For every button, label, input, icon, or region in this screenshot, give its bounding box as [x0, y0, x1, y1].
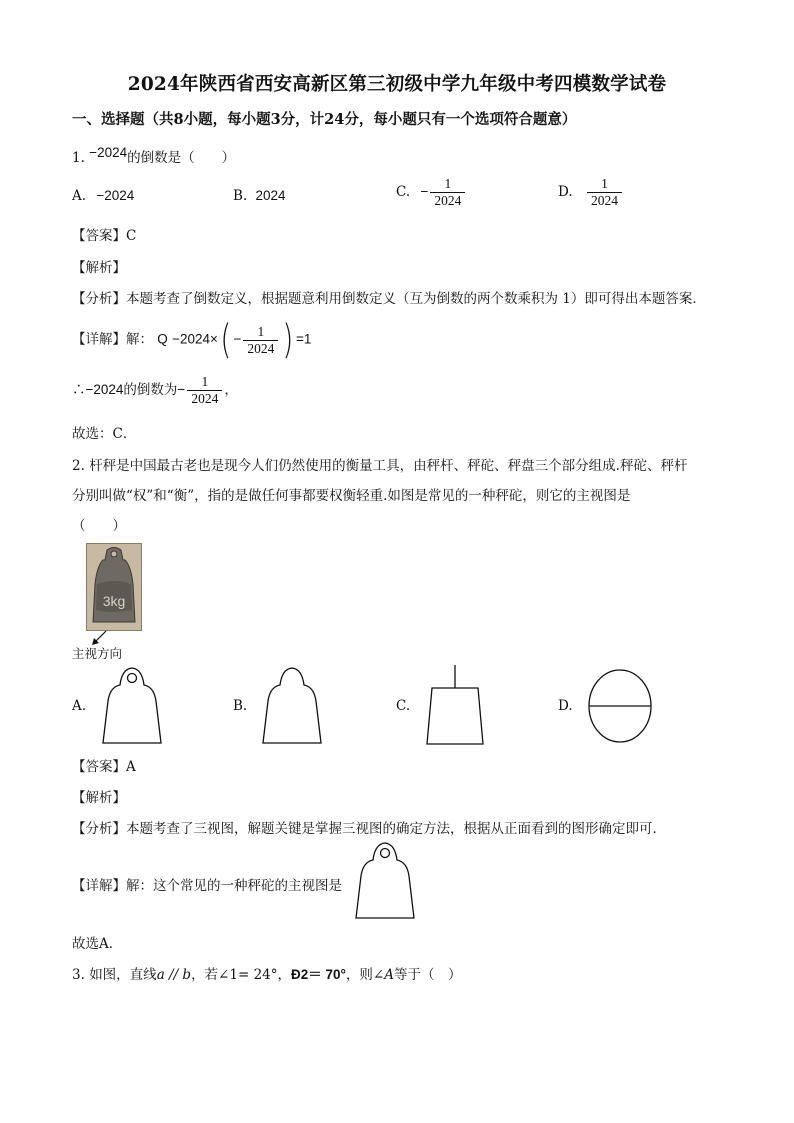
q1-expression: −2024: [89, 145, 128, 160]
q2-detail: 【详解】解：这个常见的一种秤砣的主视图是: [72, 878, 342, 894]
question-2-stem-line1: 2. 杆秤是中国最古老也是现今人们仍然使用的衡量工具，由秤杆、秤砣、秤盘三个部分组成.秤砣、秤杆: [72, 458, 688, 474]
q2-fenxi: 【分析】本题考查了三视图，解题关键是掌握三视图的确定方法，根据从正面看到的图形确定即可．: [72, 821, 666, 837]
weight-photo: [86, 543, 142, 631]
q2-option-a-figure: [100, 665, 164, 747]
q2-option-c-figure: [424, 664, 486, 748]
q1-conclusion: 故选：C．: [72, 426, 137, 442]
q2-option-d-label: D.: [558, 698, 573, 714]
q2-option-b-label: B.: [233, 698, 248, 714]
weight-photo-label: 3kg: [102, 593, 126, 609]
q1-option-b: B. 2024: [233, 188, 286, 204]
question-2-stem-line3: （ ）: [72, 518, 126, 534]
q1-option-d: D. $\frac{1}{2024}$: [558, 176, 624, 209]
q2-analysis-heading: 【解析】: [72, 790, 126, 806]
q1-answer: 【答案】C: [72, 228, 137, 244]
weight-photo-drawing: [87, 544, 141, 630]
question-3-stem: 3. 如图，直线a // b，若∠1= 24°，Ð2＝ 70°，则∠A等于（ ）: [72, 967, 462, 983]
q1-stem-tail: 的倒数是（ ）: [127, 150, 236, 166]
question-number: 1.: [72, 150, 85, 166]
page-title: 2024年陕西省西安高新区第三初级中学九年级中考四模数学试卷: [127, 74, 667, 95]
q1-fenxi: 【分析】本题考查了倒数定义，根据题意利用倒数定义（互为倒数的两个数乘积为 1）即可得出本题答案．: [72, 291, 706, 307]
q2-option-b-figure: [260, 665, 324, 747]
q2-answer-figure: [353, 840, 417, 922]
q2-conclusion: 故选A．: [72, 936, 123, 952]
q2-option-d-figure: [587, 668, 653, 746]
q2-answer: 【答案】A: [72, 759, 136, 775]
section-heading-choice: 一、选择题（共8小题，每小题3分，计24分，每小题只有一个选项符合题意）: [72, 111, 577, 128]
q1-detail: 【详解】解： Q −2024×( − $\frac{1}{2024}$ ) =1: [72, 317, 312, 363]
q2-option-c-label: C.: [396, 698, 411, 714]
question-2-stem-line2: 分别叫做“权”和“衡”，指的是做任何事都要权衡轻重.如图是常见的一种秤砣，则它的主视图是: [72, 488, 631, 504]
direction-label: 主视方向: [72, 646, 123, 661]
q1-therefore: ∴−2024的倒数为− $\frac{1}{2024}$ ，: [72, 374, 238, 406]
q1-analysis-heading: 【解析】: [72, 260, 126, 276]
q2-option-a-label: A.: [72, 698, 87, 714]
q1-option-a: A. −2024: [72, 188, 135, 204]
q1-option-c: C. − $\frac{1}{2024}$: [396, 176, 467, 209]
question-1-stem: [72, 146, 235, 166]
